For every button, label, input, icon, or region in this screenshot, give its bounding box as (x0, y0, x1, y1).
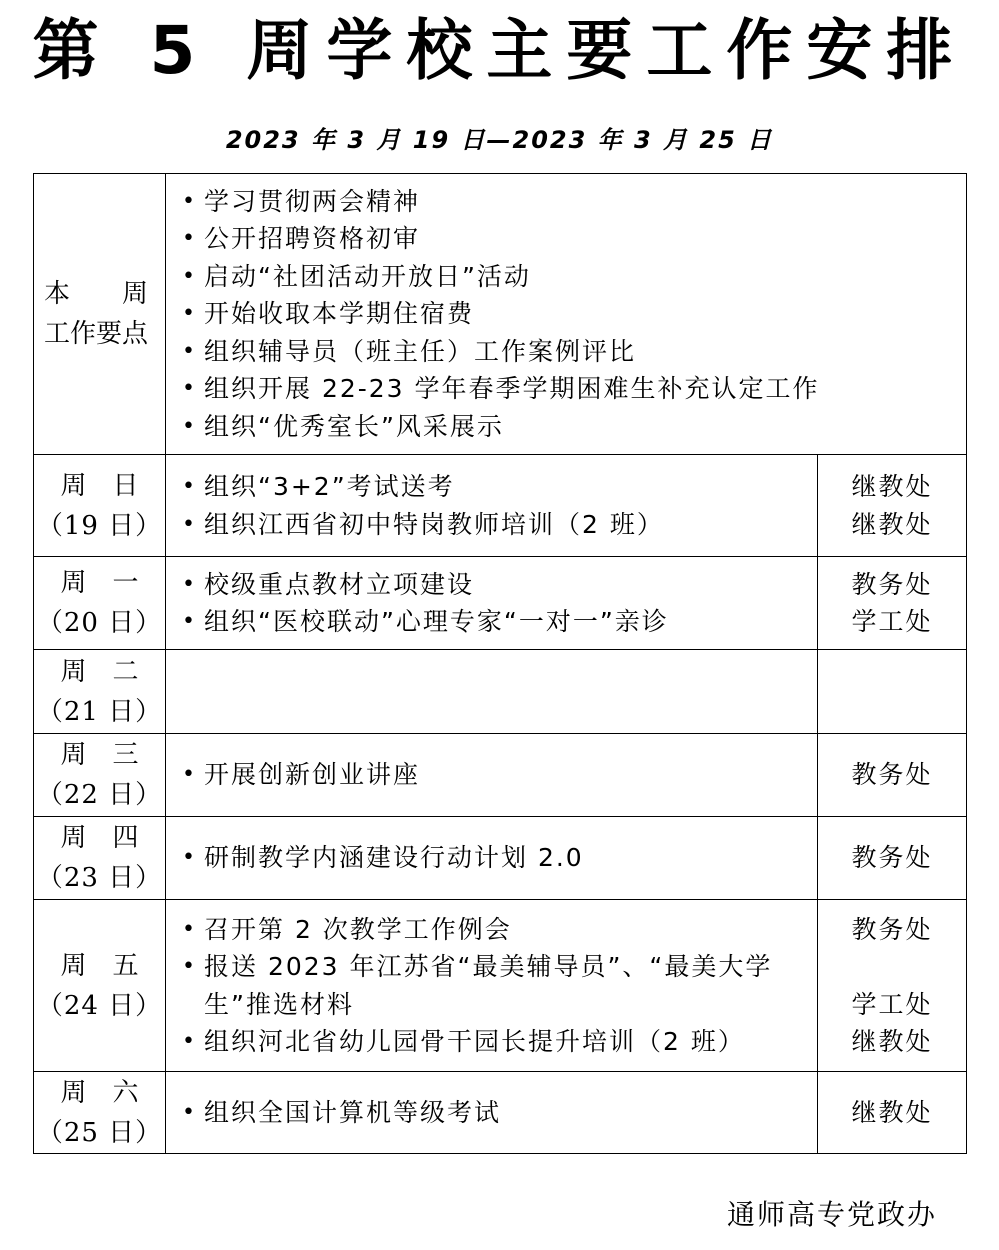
key-label-char-b: 周 (122, 279, 149, 309)
list-item: • 组织江西省初中特岗教师培训（2 班） (180, 506, 817, 544)
day-items-cell (166, 650, 818, 734)
dept-label: 继教处 (851, 1027, 933, 1056)
day-items-list (180, 839, 817, 877)
list-item: • 组织河北省幼儿园骨干园长提升培训（2 班） (180, 1023, 817, 1061)
bullet-icon: • (182, 338, 197, 364)
page-title: 第 5 周学校主要工作安排 (32, 12, 967, 89)
bullet-icon: • (182, 954, 197, 979)
list-item: • 校级重点教材立项建设 (180, 566, 817, 604)
dept-cell (818, 557, 967, 650)
day-items-list (180, 1094, 817, 1132)
day-items-cell (166, 734, 818, 817)
day-items-cell (166, 900, 818, 1072)
bullet-icon: • (182, 762, 197, 788)
bullet-icon: • (182, 1099, 197, 1125)
list-item: • 报送 2023 年江苏省“最美辅导员”、“最美大学生”推选材料 (180, 948, 812, 1023)
day-name: 周五 (60, 950, 165, 981)
key-points-label (34, 274, 165, 314)
bullet-icon: • (182, 376, 197, 402)
bullet-icon: • (182, 263, 197, 289)
list-item: • 召开第 2 次教学工作例会 (180, 911, 817, 949)
list-item: • 启动“社团活动开放日”活动 (180, 258, 966, 296)
list-item: • 组织“3+2”考试送考 (180, 468, 817, 506)
day-items-list (180, 566, 817, 641)
day-date: （19 日） (36, 510, 163, 541)
bullet-icon: • (182, 845, 197, 871)
list-item: • 组织“医校联动”心理专家“一对一”亲诊 (180, 603, 817, 641)
bullet-icon: • (182, 609, 197, 634)
date-range: 2023 年 3 月 19 日—2023 年 3 月 25 日 (225, 126, 774, 154)
day-date: （22 日） (36, 780, 163, 810)
day-name: 周四 (60, 823, 165, 853)
day-items-cell (166, 557, 818, 650)
dept-label: 教务处 (851, 760, 933, 790)
list-item: • 开始收取本学期住宿费 (180, 295, 966, 333)
list-item: • 研制教学内涵建设行动计划 2.0 (180, 839, 817, 877)
day-date: （24 日） (36, 990, 163, 1021)
dept-cell (818, 817, 967, 900)
day-items-list (180, 911, 817, 1061)
day-name: 周二 (60, 656, 165, 687)
day-label-cell (34, 900, 166, 1072)
list-item: • 公开招聘资格初审 (180, 220, 966, 258)
dept-label-spacer (818, 948, 966, 986)
dept-label: 教务处 (851, 914, 933, 944)
key-label-char-a: 本 (44, 279, 71, 309)
day-date: （23 日） (36, 863, 163, 893)
day-date: （21 日） (36, 696, 163, 727)
dept-label: 教务处 (851, 569, 933, 599)
bullet-icon: • (182, 474, 197, 499)
day-label-cell (34, 650, 166, 734)
bullet-icon: • (182, 413, 197, 439)
bullet-icon: • (182, 301, 197, 327)
day-items-cell (166, 1072, 818, 1154)
list-item: • 开展创新创业讲座 (180, 756, 817, 794)
bullet-icon: • (182, 226, 197, 252)
day-label-cell (34, 455, 166, 557)
day-row-thursday (34, 817, 967, 900)
schedule-table (33, 173, 967, 1154)
dept-label: 继教处 (851, 509, 933, 539)
key-points-row (34, 174, 967, 455)
dept-label: 教务处 (851, 843, 933, 873)
dept-label: 继教处 (851, 472, 933, 501)
key-points-list (180, 183, 966, 446)
day-name: 周一 (60, 568, 165, 598)
day-name: 周三 (60, 740, 165, 770)
day-row-tuesday (34, 650, 967, 734)
day-items-list (180, 468, 817, 543)
dept-cell (818, 455, 967, 557)
day-date: （20 日） (36, 608, 163, 638)
day-name: 周日 (60, 470, 165, 501)
day-date: （25 日） (36, 1117, 163, 1148)
day-label-cell (34, 1072, 166, 1154)
bullet-icon: • (182, 571, 197, 597)
day-row-saturday (34, 1072, 967, 1154)
dept-cell (818, 650, 967, 734)
dept-label: 学工处 (851, 989, 933, 1019)
day-row-friday (34, 900, 967, 1072)
dept-cell (818, 734, 967, 817)
list-item: • 组织辅导员（班主任）工作案例评比 (180, 333, 966, 371)
dept-cell (818, 1072, 967, 1154)
day-label-cell (34, 817, 166, 900)
list-item: • 组织“优秀室长”风采展示 (180, 408, 966, 446)
dept-cell (818, 900, 967, 1072)
key-points-label-line2: 工作要点 (44, 319, 149, 349)
key-points-items-cell (166, 174, 967, 455)
bullet-icon: • (182, 916, 197, 942)
bullet-icon: • (182, 1029, 197, 1054)
list-item: • 学习贯彻两会精神 (180, 183, 966, 221)
dept-label: 继教处 (851, 1097, 933, 1127)
day-items-cell (166, 455, 818, 557)
key-points-label-cell (34, 174, 166, 455)
dept-label: 学工处 (851, 607, 933, 636)
list-item: • 组织开展 22-23 学年春季学期困难生补充认定工作 (180, 370, 966, 408)
day-row-monday (34, 557, 967, 650)
day-items-list (180, 756, 817, 794)
day-label-cell (34, 557, 166, 650)
signature: 通师高专党政办 (726, 1198, 937, 1231)
bullet-icon: • (182, 188, 197, 214)
day-items-cell (166, 817, 818, 900)
day-label-cell (34, 734, 166, 817)
list-item: • 组织全国计算机等级考试 (180, 1094, 817, 1132)
bullet-icon: • (182, 511, 197, 537)
day-row-sunday (34, 455, 967, 557)
day-row-wednesday (34, 734, 967, 817)
day-name: 周六 (60, 1077, 165, 1108)
